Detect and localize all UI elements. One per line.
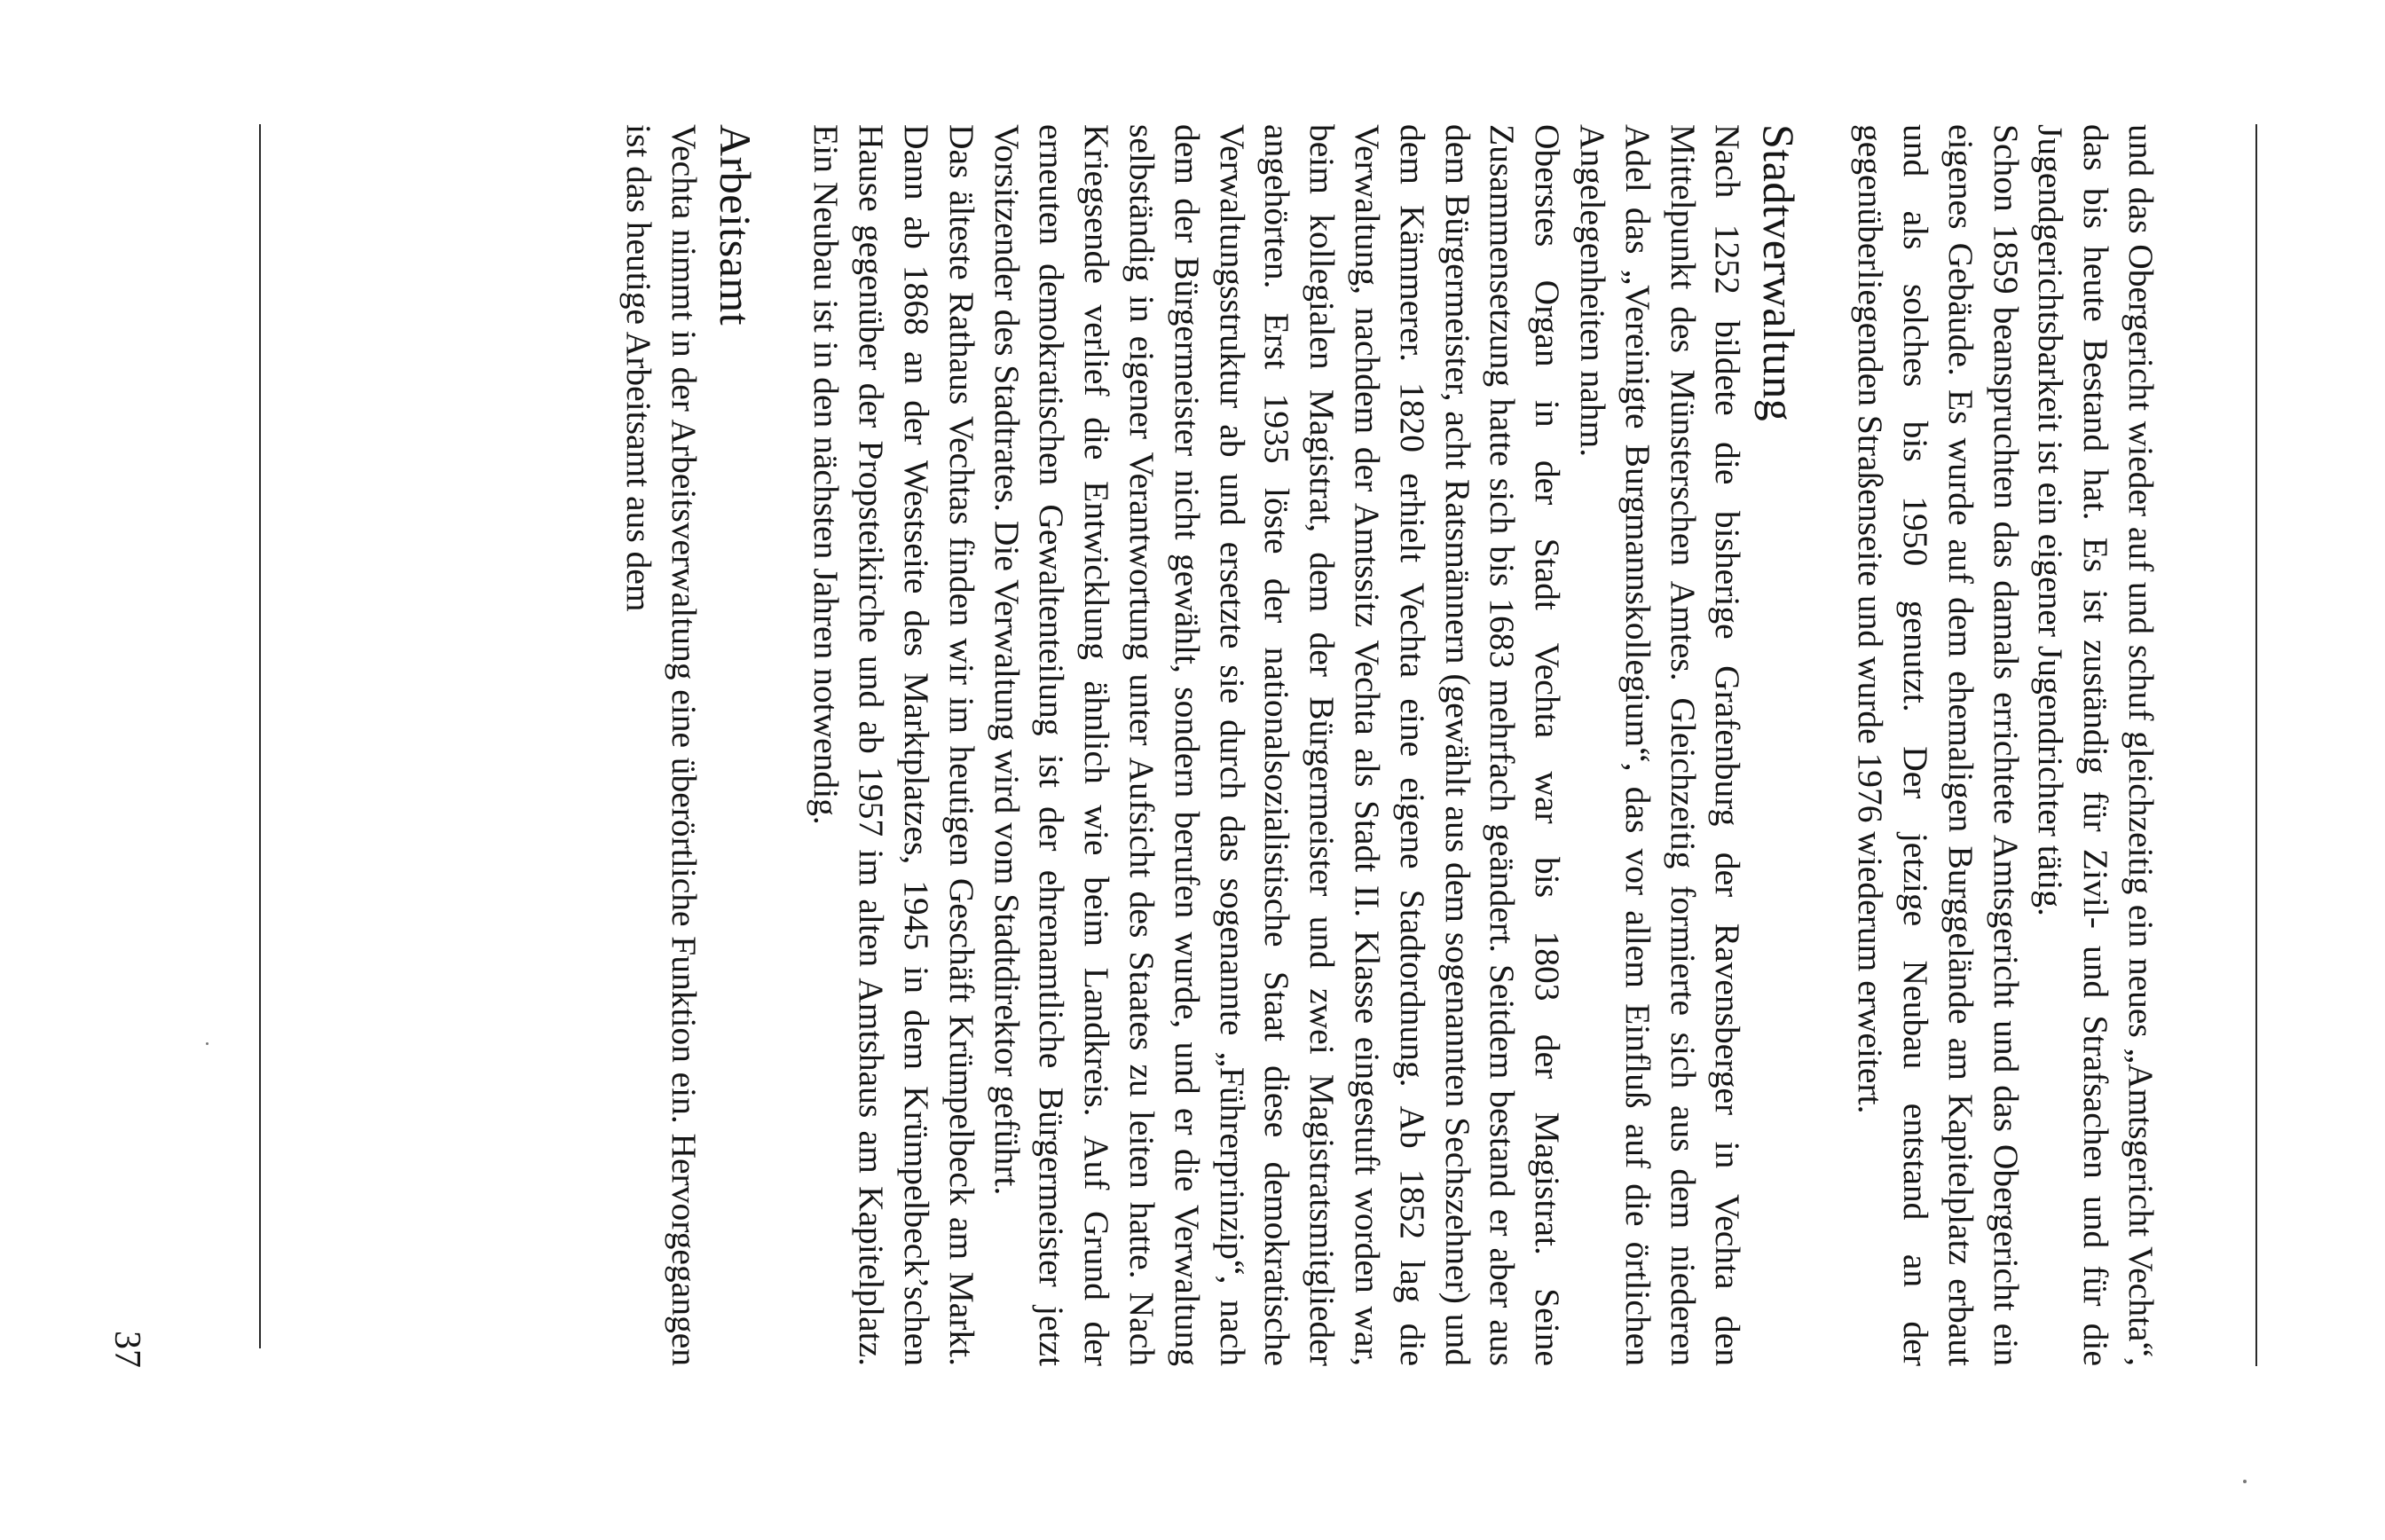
page-number: 37: [106, 1331, 147, 1368]
intro-paragraph-1: und das Obergericht wieder auf und schuf gleichzeitig ein neues „Amtsgericht Vechta“, das bis heute Bestand hat. Es ist zuständig für Zivil- und Strafsachen und für die Jugendgerichtsbarkeit ist ein eigener Jugendrichter tätig.: [2031, 124, 2161, 1366]
heading-arbeitsamt: Arbeitsamt: [710, 124, 760, 326]
scan-speck: [206, 1042, 209, 1045]
stadtverwaltung-paragraph-1: Nach 1252 bildete die bisherige Grafenburg der Ravensberger in Vechta den Mittelpunkt des Münsterschen Amtes. Gleichzeitig formierte sich aus dem niederen Adel das „Vereinigte Burgmannskollegium“, das vor allem Einfluß auf die örtlichen Angelegenheiten nahm.: [1573, 124, 1748, 1366]
heading-stadtverwaltung: Stadtverwaltung: [1754, 124, 1805, 422]
bottom-rule: [259, 124, 261, 1348]
stadtverwaltung-paragraph-2: Oberstes Organ in der Stadt Vechta war bis 1803 der Magistrat. Seine Zusammensetzung hatte sich bis 1683 mehrfach geändert. Seitdem bestand er aber aus dem Bürgermeister, acht Ratsmännern (gewählt aus dem sogenannten Sechszehner) und dem Kämmerer. 1820 erhielt Vechta eine eigene Stadtordnung. Ab 1852 lag die Verwaltung, nachdem der Amtssitz Vechta als Stadt II. Klasse eingestuft worden war, beim kollegialen Magistrat, dem der Bürgermeister und zwei Magistratsmitglieder angehörten. Erst 1935 löste der nationalsozialistische Staat diese demokratische Verwaltungsstruktur ab und ersetzte sie durch das sogenannte „Führerprinzip“, nach dem der Bürgermeister nicht gewählt, sondern berufen wurde, und er die Verwaltung selbständig in eigener Verantwortung unter Aufsicht des Staates zu leiten hatte. Nach Kriegsende verlief die Entwicklung ähnlich wie beim Landkreis. Auf Grund der erneuten demokratischen Gewaltenteilung ist der ehrenamtliche Bürgermeister jetzt Vorsitzender des Stadtrates. Die Verwaltung wird vom Stadtdirektor geführt.: [987, 124, 1568, 1366]
intro-paragraph-2: Schon 1859 beanspruchten das damals errichtete Amtsgericht und das Obergericht ein eigenes Gebäude. Es wurde auf dem ehemaligen Burggelände am Kapitelplatz erbaut und als solches bis 1950 genutzt. Der jetzige Neubau entstand an der gegenüberliegenden Straßenseite und wurde 1976 wiederum erweitert.: [1851, 124, 2026, 1366]
stadtverwaltung-paragraph-3: Das älteste Rathaus Vechtas finden wir im heutigen Geschäft Krümpelbeck am Markt. Dann ab 1868 an der Westseite des Marktplatzes, 1945 in dem Krümpelbeck’schen Hause gegenüber der Propsteikirche und ab 1957 im alten Amtshaus am Kapitelplatz. Ein Neubau ist in den nächsten Jahren notwendig.: [807, 124, 981, 1366]
arbeitsamt-paragraph-1: Vechta nimmt in der Arbeitsverwaltung eine überörtliche Funktion ein. Hervorgegangen ist das heutige Arbeitsamt aus dem: [618, 124, 704, 1366]
top-rule: [2255, 124, 2257, 1366]
text-column: [616, 124, 2163, 1366]
scan-speck: [2243, 1480, 2247, 1483]
